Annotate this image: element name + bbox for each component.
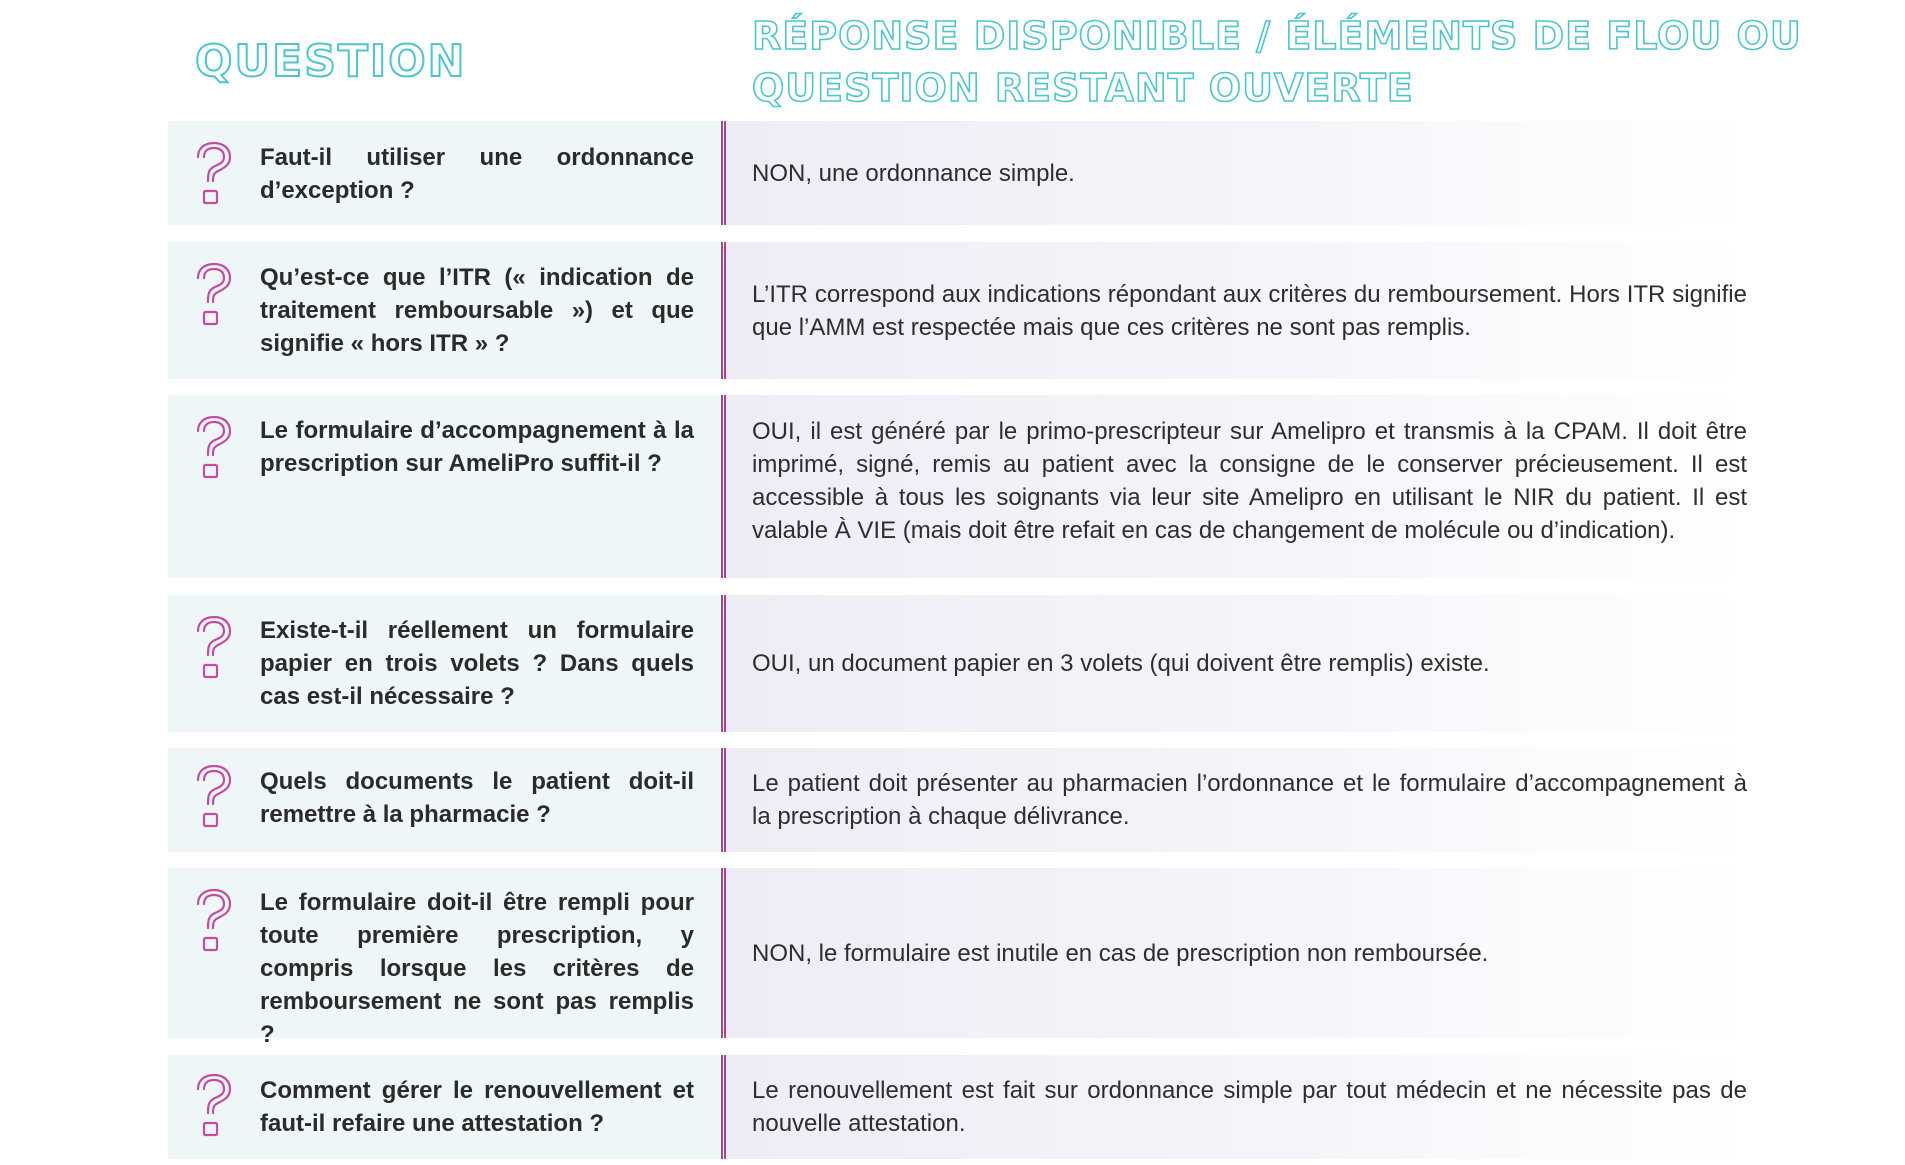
question-column-heading: QUESTION: [195, 36, 467, 87]
question-cell: [168, 595, 720, 732]
question-mark-icon: [192, 141, 236, 205]
question-text: Existe-t-il réellement un formulaire papier en trois volets ? Dans quels cas est-il nécessaire ?: [260, 617, 694, 710]
answer-cell: [726, 868, 1748, 1038]
table-header: [0, 0, 1905, 120]
question-mark-icon: [192, 764, 236, 828]
question-cell: [168, 121, 720, 225]
table-row: [168, 242, 1748, 379]
question-text: Quels documents le patient doit-il remettre à la pharmacie ?: [260, 768, 694, 828]
question-cell: [168, 1055, 720, 1159]
question-mark-icon: [192, 415, 236, 479]
question-mark-icon: [192, 262, 236, 326]
question-text: Le formulaire doit-il être rempli pour toute première prescription, y compris lorsque les critères de remboursement ne sont pas remplis ?: [260, 889, 694, 1048]
answer-cell: [726, 1055, 1748, 1159]
question-mark-icon: [192, 888, 236, 952]
table-row: [168, 1055, 1748, 1159]
question-text: Qu’est-ce que l’ITR (« indication de traitement remboursable ») et que signifie « hors ITR » ?: [260, 264, 694, 357]
question-text: Le formulaire d’accompagnement à la prescription sur AmeliPro suffit-il ?: [260, 417, 694, 477]
question-mark-icon: [192, 615, 236, 679]
question-cell: [168, 242, 720, 379]
table-row: [168, 748, 1748, 852]
table-row: [168, 121, 1748, 225]
answer-cell: [726, 748, 1748, 852]
answer-cell: [726, 395, 1748, 578]
answer-cell: [726, 242, 1748, 379]
question-cell: [168, 748, 720, 852]
answer-text: NON, une ordonnance simple.: [752, 159, 1075, 187]
question-cell: [168, 868, 720, 1048]
answer-column-heading: RÉPONSE DISPONIBLE / ÉLÉMENTS DE FLOU OU QUESTION RESTANT OUVERTE: [752, 14, 1802, 110]
table-row: [168, 395, 1748, 578]
answer-text: Le patient doit présenter au pharmacien l’ordonnance et le formulaire d’accompagnement à la prescription à chaque délivrance.: [752, 770, 1747, 830]
table-row: [168, 868, 1748, 1048]
question-mark-icon: [192, 1073, 236, 1137]
answer-text: OUI, un document papier en 3 volets (qui doivent être remplis) existe.: [752, 650, 1490, 677]
answer-cell: [726, 121, 1748, 225]
answer-text: Le renouvellement est fait sur ordonnance simple par tout médecin et ne nécessite pas de nouvelle attestation.: [752, 1077, 1747, 1137]
table-row: [168, 595, 1748, 732]
answer-text: L’ITR correspond aux indications répondant aux critères du remboursement. Hors ITR signifie que l’AMM est respectée mais que ces critères ne sont pas remplis.: [752, 280, 1747, 341]
answer-text: NON, le formulaire est inutile en cas de prescription non remboursée.: [752, 939, 1489, 967]
question-text: Comment gérer le renouvellement et faut-il refaire une attestation ?: [260, 1077, 694, 1137]
answer-cell: [726, 595, 1748, 732]
question-text: Faut-il utiliser une ordonnance d’exception ?: [260, 144, 694, 204]
question-cell: [168, 395, 720, 578]
answer-text: OUI, il est généré par le primo-prescripteur sur Amelipro et transmis à la CPAM. Il doit être imprimé, signé, remis au patient avec la consigne de le conserver précieusement. Il est accessible à tous les soignants via leur site Amelipro en utilisant le NIR du patient. Il est valable À VIE (mais doit être refait en cas de changement de molécule ou d’indication).: [752, 418, 1747, 544]
